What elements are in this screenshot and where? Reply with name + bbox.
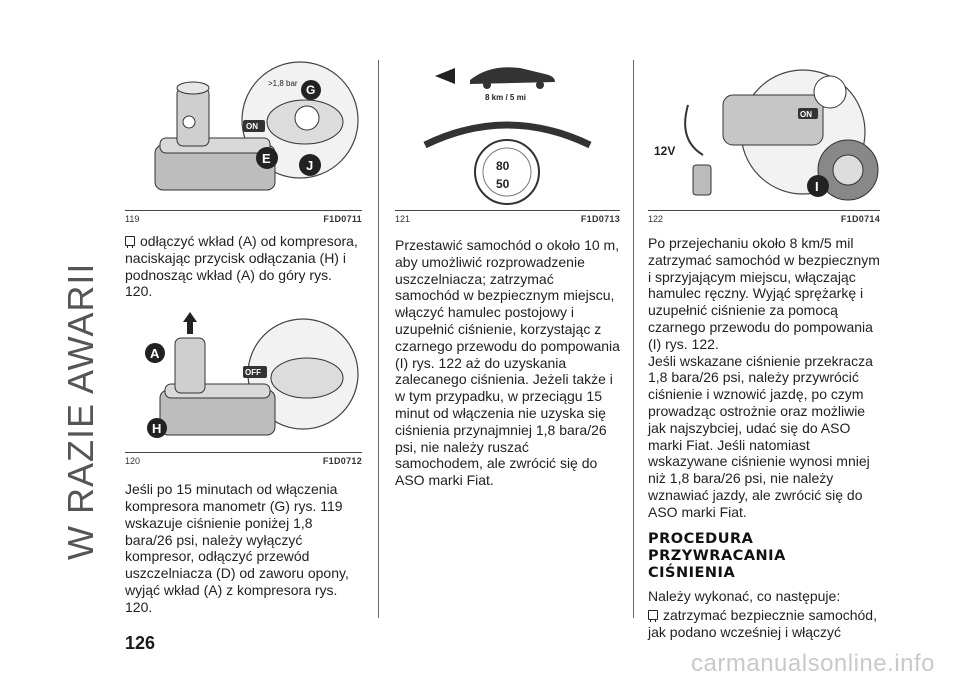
column-divider <box>633 60 634 618</box>
figure-code: F1D0713 <box>580 214 620 224</box>
figure-caption <box>125 211 362 229</box>
svg-text:12V: 12V <box>654 144 676 158</box>
compressor-on-illustration <box>125 60 362 210</box>
figure-caption <box>125 453 362 471</box>
procedure-heading <box>648 531 880 582</box>
figure-number: 122 <box>648 214 664 224</box>
figure-121 <box>395 60 620 211</box>
column-2 <box>395 60 620 489</box>
heading-line: CIŚNIENIA <box>648 564 736 581</box>
figure-caption <box>395 211 620 229</box>
drive-car-illustration <box>395 60 620 210</box>
figure-number: 121 <box>395 214 411 224</box>
svg-text:8 km / 5 mi: 8 km / 5 mi <box>485 93 526 102</box>
svg-text:OFF: OFF <box>245 368 261 378</box>
svg-text:ON: ON <box>246 122 258 131</box>
svg-text:A: A <box>150 346 160 362</box>
paragraph: Po przejechaniu około 8 km/5 mil zatrzymać samochód w bezpiecznym i sprzyjającym miejscu, włączając hamulec ręczny. Wyjąć sprężarkę i uzupełnić ciśnienie za pomocą czarnego przewodu do pompowania (I) rys. 122. <box>648 235 880 352</box>
checkbox-bullet-icon <box>125 236 135 246</box>
watermark: carmanualsonline.info <box>691 650 935 677</box>
figure-120 <box>125 308 362 453</box>
paragraph: Przestawić samochód o około 10 m, aby umożliwić rozprowadzenie uszczelniacza; zatrzymać samochód w bezpiecznym miejscu, włączyć hamulec postojowy i uzupełnić ciśnienie, korzystając z czarnego przewodu do pompowania (I) rys. 122 aż do uzyskania zalecanego ciśnienia. Jeżeli także i w tym przypadku, w przeciągu 15 minut od włączenia nie uzyska się ciśnienia przynajmniej 1,8 bara/26 psi, nie należy ruszać samochodem, ale zwrócić się do ASO marki Fiat. <box>395 237 620 489</box>
svg-text:H: H <box>152 421 162 437</box>
column-divider <box>378 60 379 618</box>
svg-text:80: 80 <box>496 159 510 173</box>
svg-text:>1,8 bar: >1,8 bar <box>268 79 298 88</box>
figure-code: F1D0711 <box>323 214 362 224</box>
svg-text:E: E <box>262 151 271 166</box>
figure-122 <box>648 60 880 211</box>
paragraph: Należy wykonać, co następuje: <box>648 587 841 604</box>
svg-text:50: 50 <box>496 177 510 191</box>
figure-number: 120 <box>125 456 141 467</box>
svg-text:ON: ON <box>800 110 812 119</box>
column-3 <box>648 60 880 641</box>
heading-line: PROCEDURA <box>648 530 754 547</box>
svg-text:J: J <box>306 158 314 173</box>
paragraph: Jeśli wskazane ciśnienie przekracza 1,8 bara/26 psi, należy przywrócić ciśnienie i wznowić jazdę, po czym prowadząc ostrożnie oraz możliwie jak najszybciej, udać się do ASO marki Fiat. Jeśli natomiast wskazywane ciśnienie wynosi mniej niż 1,8 bara/26 psi, nie należy wznawiać jazdy, ale zwrócić się do ASO marki Fiat. <box>648 352 873 520</box>
svg-text:I: I <box>815 179 819 194</box>
heading-line: PRZYWRACANIA <box>648 547 786 564</box>
bullet-paragraph <box>125 233 362 300</box>
svg-text:G: G <box>306 83 316 97</box>
figure-119 <box>125 60 362 211</box>
checkbox-bullet-icon <box>648 610 658 620</box>
column-1 <box>125 60 362 616</box>
paragraph: Jeśli po 15 minutach od włączenia kompresora manometr (G) rys. 119 wskazuje ciśnienie poniżej 1,8 bara/26 psi, należy wyłączyć kompresor, odłączyć przewód uszczelniacza (D) od zaworu opony, wyjąć wkład (A) z kompresora rys. 120. <box>125 481 349 615</box>
figure-caption <box>648 211 880 229</box>
inflate-tire-illustration <box>648 60 880 210</box>
page-number: 126 <box>125 633 156 653</box>
section-title-text: W RAZIE AWARII <box>60 262 101 560</box>
figure-number: 119 <box>125 214 140 224</box>
bullet-paragraph <box>648 607 880 641</box>
compressor-off-illustration <box>125 308 362 452</box>
bullet-text: zatrzymać bezpiecznie samochód, jak podano wcześniej i włączyć <box>648 607 877 641</box>
section-title <box>60 40 120 560</box>
figure-code: F1D0712 <box>322 456 362 467</box>
bullet-text: odłączyć wkład (A) od kompresora, naciskając przycisk odłączania (H) i podnosząc wkład (A) do góry rys. 120. <box>125 233 358 300</box>
figure-code: F1D0714 <box>840 214 880 224</box>
